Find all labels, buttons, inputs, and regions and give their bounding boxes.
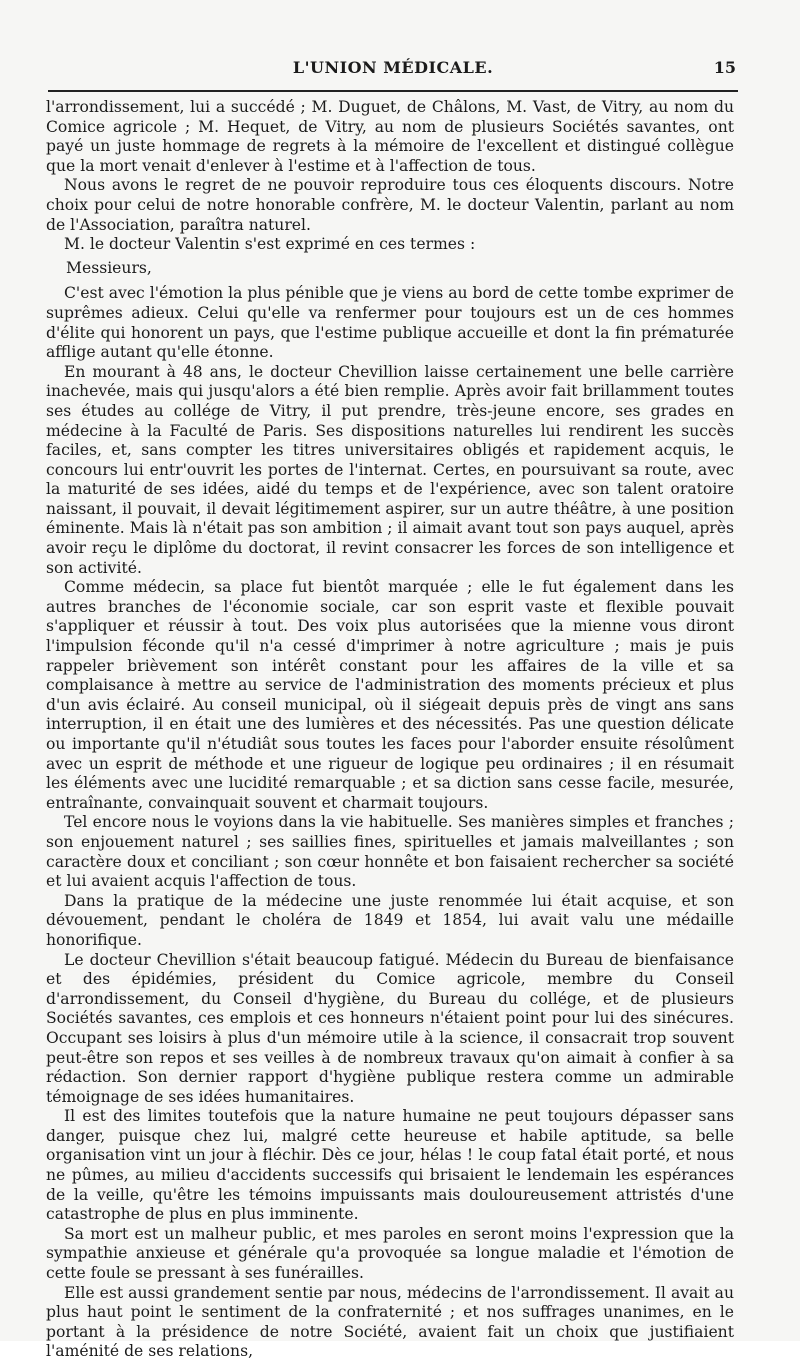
paragraph: En mourant à 48 ans, le docteur Chevillion laisse certainement une belle carrière inachevée, mais qui jusqu'alors a été bien remplie. Après avoir fait brillamment toutes ses études au collége de Vitry, il put prendre, très-jeune encore, ses grades en médecine à la Faculté de Paris. Ses dispositions naturelles lui rendirent les succès faciles, et, sans compter les titres universitaires obligés et rapidement acquis, le concours lui entr'ouvrit les portes de l'internat. Certes, en poursuivant sa route, avec la maturité de ses idées, aidé du temps et de l'expérience, avec son talent oratoire naissant, il pouvait, il devait légitimement aspirer, sur un autre théâtre, à une position éminente. Mais là n'était pas son ambition ; il aimait avant tout son pays auquel, après avoir reçu le diplôme du doctorat, il revint consacrer les forces de son intelligence et son activité.	[46, 362, 734, 577]
paragraph: Nous avons le regret de ne pouvoir reproduire tous ces éloquents discours. Notre choix pour celui de notre honorable confrère, M. le docteur Valentin, parlant au nom de l'Association, paraîtra naturel.	[46, 176, 734, 234]
paragraph: Tel encore nous le voyions dans la vie habituelle. Ses manières simples et franches ; son enjouement naturel ; ses saillies fines, spirituelles et jamais malveillantes ; son caractère doux et conciliant ; son cœur honnête et bon faisaient rechercher sa société et lui avaient acquis l'affection de tous.	[46, 813, 734, 891]
paragraph: Dans la pratique de la médecine une juste renommée lui était acquise, et son dévouement, pendant le choléra de 1849 et 1854, lui avait valu une médaille honorifique.	[46, 891, 734, 949]
paragraph: Il est des limites toutefois que la nature humaine ne peut toujours dépasser sans danger, puisque chez lui, malgré cette heureuse et habile aptitude, sa belle organisation vint un jour à fléchir. Dès ce jour, hélas ! le coup fatal était porté, et nous ne pûmes, au milieu d'accidents successifs qui brisaient le lendemain les espérances de la veille, qu'être les témoins impuissants mais douloureusement attristés d'une catastrophe de plus en plus imminente.	[46, 1107, 734, 1224]
page-number: 15	[713, 58, 736, 77]
page-header	[48, 52, 738, 86]
article-body	[46, 98, 734, 1361]
salutation: Messieurs,	[66, 258, 152, 277]
paragraph: M. le docteur Valentin s'est exprimé en ces termes :	[64, 235, 476, 254]
header-rule	[48, 90, 738, 92]
paragraph: Comme médecin, sa place fut bientôt marquée ; elle le fut également dans les autres branches de l'économie sociale, car son esprit vaste et flexible pouvait s'appliquer et réussir à tout. Des voix plus autorisées que la mienne vous diront l'impulsion féconde qu'il n'a cessé d'imprimer à notre agriculture ; mais je puis rappeler brièvement son intérêt constant pour les affaires de la ville et sa complaisance à mettre au service de l'administration des moments précieux et plus d'un avis éclairé. Au conseil municipal, où il siégeait depuis près de vingt ans sans interruption, il en était une des lumières et des nécessités. Pas une question délicate ou importante qu'il n'étudiât sous toutes les faces pour l'aborder ensuite résolûment avec un esprit de méthode et une rigueur de logique peu ordinaires ; il en résumait les éléments avec une lucidité remarquable ; et sa diction sans cesse facile, mesurée, entraînante, convainquait souvent et charmait toujours.	[46, 578, 734, 812]
running-title: L'UNION MÉDICALE.	[292, 58, 494, 77]
paragraph: Sa mort est un malheur public, et mes paroles en seront moins l'expression que la sympathie anxieuse et générale qu'a provoquée sa longue maladie et l'émotion de cette foule se pressant à ses funérailles.	[46, 1224, 734, 1283]
paragraph: Le docteur Chevillion s'était beaucoup fatigué. Médecin du Bureau de bienfaisance et des épidémies, président du Comice agricole, membre du Conseil d'arrondissement, du Conseil d'hygiène, du Bureau du collége, et de plusieurs Sociétés savantes, ces emplois et ces honneurs n'étaient point pour lui des sinécures. Occupant ses loisirs à plus d'un mémoire utile à la science, il consacrait trop souvent peut-être son repos et ses veilles à de nombreux travaux qu'on aimait à confier à sa rédaction. Son dernier rapport d'hygiène publique restera comme un admirable témoignage de ses idées humanitaires.	[46, 950, 734, 1106]
paragraph: C'est avec l'émotion la plus pénible que je viens au bord de cette tombe exprimer de suprêmes adieux. Celui qu'elle va renfermer pour toujours est un de ces hommes d'élite qui honorent un pays, que l'estime publique accueille et dont la fin prématurée afflige autant qu'elle étonne.	[46, 284, 734, 362]
paragraph: l'arrondissement, lui a succédé ; M. Duguet, de Châlons, M. Vast, de Vitry, au nom du Comice agricole ; M. Hequet, de Vitry, au nom de plusieurs Sociétés savantes, ont payé un juste hommage de regrets à la mémoire de l'excellent et distingué collègue que la mort venait d'enlever à l'estime et à l'affection de tous.	[46, 98, 734, 175]
paragraph: Elle est aussi grandement sentie par nous, médecins de l'arrondissement. Il avait au plus haut point le sentiment de la confraternité ; et nos suffrages unanimes, en le portant à la présidence de notre Société, avaient fait un choix que justifiaient l'aménité de ses relations,	[46, 1283, 734, 1361]
